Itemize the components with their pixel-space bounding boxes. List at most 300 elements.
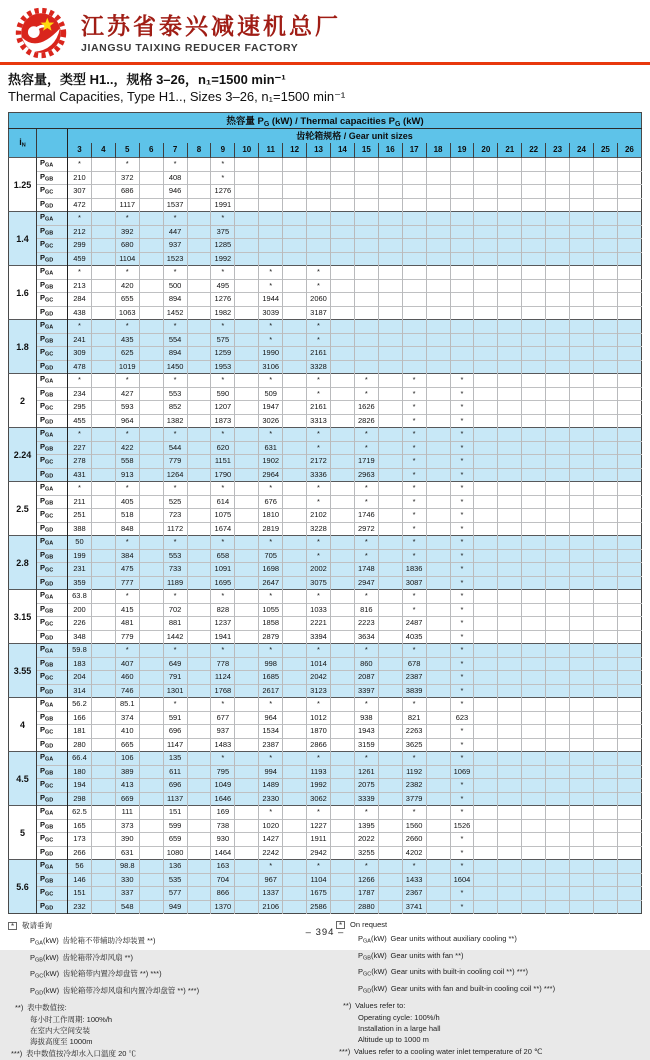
value-cell [283,536,307,550]
value-cell [187,158,211,172]
value-cell [187,482,211,496]
value-cell [187,846,211,860]
value-cell [235,198,259,212]
value-cell: 408 [163,171,187,185]
value-cell: * [402,549,426,563]
value-cell [235,171,259,185]
value-cell: 631 [115,846,139,860]
value-cell: * [450,792,474,806]
value-cell [570,860,594,874]
value-cell [139,900,163,914]
value-cell [522,765,546,779]
value-cell [235,239,259,253]
value-cell: 435 [115,333,139,347]
value-cell: 1104 [115,252,139,266]
value-cell [235,509,259,523]
value-cell: 166 [68,711,92,725]
value-cell [617,819,641,833]
value-cell [235,603,259,617]
value-cell [378,495,402,509]
value-cell [91,185,115,199]
value-cell: 1698 [259,563,283,577]
table-row [9,212,642,226]
ratio-cell: 4 [9,698,37,752]
value-cell [498,252,522,266]
value-cell [617,374,641,388]
value-cell [91,455,115,469]
value-cell: * [163,644,187,658]
table-row [9,320,642,334]
value-cell [426,293,450,307]
value-cell [330,266,354,280]
table-header [9,113,642,158]
table-row [9,833,642,847]
value-cell [593,765,617,779]
value-cell: 614 [211,495,235,509]
value-cell [330,563,354,577]
value-cell: 3159 [354,738,378,752]
value-cell: 3336 [307,468,331,482]
value-cell [570,252,594,266]
value-cell [330,900,354,914]
value-cell [283,401,307,415]
value-cell: 655 [115,293,139,307]
value-cell: * [211,212,235,226]
value-cell: 894 [163,293,187,307]
value-cell [474,819,498,833]
value-cell [378,198,402,212]
value-cell [522,482,546,496]
value-cell [283,576,307,590]
value-cell: * [307,698,331,712]
table-row [9,752,642,766]
size-column-header: 9 [211,143,235,158]
value-cell: 702 [163,603,187,617]
value-cell: * [402,644,426,658]
value-cell [283,252,307,266]
value-cell [187,509,211,523]
value-cell: 1953 [211,360,235,374]
size-column-header: 15 [354,143,378,158]
value-cell [474,212,498,226]
value-cell: 1080 [163,846,187,860]
value-cell [235,306,259,320]
value-cell [330,671,354,685]
value-cell [283,698,307,712]
value-cell: 1337 [259,887,283,901]
value-cell [570,617,594,631]
value-cell [139,414,163,428]
value-cell: 1433 [402,873,426,887]
value-cell [139,860,163,874]
value-cell [283,833,307,847]
value-cell [593,482,617,496]
ratio-column-header: iN [9,129,37,158]
value-cell [139,495,163,509]
value-cell [91,212,115,226]
value-cell [235,833,259,847]
pg-row-label: $P_{GC}$ [37,671,68,685]
value-cell: * [450,482,474,496]
value-cell [546,320,570,334]
value-cell [283,725,307,739]
value-cell [235,657,259,671]
value-cell: * [115,158,139,172]
value-cell [330,374,354,388]
value-cell [498,414,522,428]
value-cell [546,495,570,509]
value-cell: * [450,833,474,847]
value-cell [570,495,594,509]
value-cell [546,306,570,320]
value-cell: 1104 [307,873,331,887]
value-cell: * [307,320,331,334]
value-cell [474,360,498,374]
value-cell [522,401,546,415]
value-cell [235,860,259,874]
value-cell [617,225,641,239]
value-cell [283,873,307,887]
value-cell: 151 [163,806,187,820]
value-cell: 459 [68,252,92,266]
value-cell [402,252,426,266]
value-cell [522,752,546,766]
pg-row-label: $P_{GD}$ [37,198,68,212]
value-cell [522,171,546,185]
value-cell [91,225,115,239]
pg-row-label: $P_{GA}$ [37,698,68,712]
value-cell [570,279,594,293]
value-cell: 2387 [259,738,283,752]
value-cell [91,158,115,172]
value-cell [426,185,450,199]
value-cell [91,536,115,550]
value-cell [570,887,594,901]
table-row [9,630,642,644]
pg-definition-line: $P_{GA}(kW)$ 齿轮箱不带辅助冷却装置 **) [30,936,156,947]
value-cell: * [307,387,331,401]
value-cell [235,752,259,766]
value-cell [546,806,570,820]
factory-logo-icon [14,6,68,60]
value-cell: 2102 [307,509,331,523]
value-cell [330,684,354,698]
value-cell [593,306,617,320]
value-cell [187,468,211,482]
value-cell [91,414,115,428]
page-title-en: Thermal Capacities, Type H1.., Sizes 3–26, n₁=1500 min⁻¹ [8,89,346,104]
value-cell: * [450,549,474,563]
value-cell: * [402,428,426,442]
value-cell [617,644,641,658]
value-cell [522,198,546,212]
value-cell [426,536,450,550]
value-cell: 2221 [307,617,331,631]
value-cell [91,806,115,820]
value-cell [474,617,498,631]
value-cell [235,779,259,793]
value-cell: 3741 [402,900,426,914]
value-cell: 1944 [259,293,283,307]
value-cell [235,617,259,631]
value-cell [330,401,354,415]
value-cell [522,819,546,833]
note-ref2-head: **) 表中数值按: [15,1003,67,1012]
value-cell: 1069 [450,765,474,779]
page-header [0,0,650,62]
value-cell [570,185,594,199]
value-cell: 431 [68,468,92,482]
value-cell: 2617 [259,684,283,698]
value-cell [91,873,115,887]
value-cell: 50 [68,536,92,550]
value-cell [426,158,450,172]
value-cell: * [354,590,378,604]
value-cell [570,765,594,779]
value-cell: * [307,860,331,874]
table-row [9,617,642,631]
value-cell [522,576,546,590]
value-cell [426,590,450,604]
value-cell [426,279,450,293]
value-cell [330,293,354,307]
value-cell [617,293,641,307]
value-cell [498,441,522,455]
value-cell: 860 [354,657,378,671]
value-cell [91,495,115,509]
value-cell [546,455,570,469]
value-cell [330,495,354,509]
table-row [9,738,642,752]
value-cell [498,293,522,307]
value-cell: 779 [163,455,187,469]
value-cell: 388 [68,522,92,536]
value-cell [139,468,163,482]
value-cell [354,252,378,266]
value-cell: * [450,657,474,671]
value-cell [546,792,570,806]
value-cell [570,806,594,820]
value-cell: 553 [163,549,187,563]
value-cell: 66.4 [68,752,92,766]
value-cell [593,266,617,280]
value-cell [474,441,498,455]
value-cell: * [211,374,235,388]
value-cell: 4202 [402,846,426,860]
value-cell [139,887,163,901]
value-cell [617,171,641,185]
table-row [9,792,642,806]
value-cell: * [163,266,187,280]
value-cell [91,698,115,712]
value-cell [617,698,641,712]
value-cell [617,266,641,280]
value-cell [235,360,259,374]
value-cell [474,414,498,428]
value-cell [283,657,307,671]
table-row [9,657,642,671]
value-cell: 2826 [354,414,378,428]
value-cell [187,738,211,752]
value-cell [139,522,163,536]
value-cell [617,765,641,779]
value-cell: 3228 [307,522,331,536]
value-cell [522,347,546,361]
value-cell: 392 [115,225,139,239]
value-cell [450,225,474,239]
value-cell [593,738,617,752]
value-cell [91,360,115,374]
value-cell [187,900,211,914]
value-cell: 696 [163,725,187,739]
value-cell [546,387,570,401]
value-cell [546,333,570,347]
value-cell [354,279,378,293]
value-cell [378,590,402,604]
value-cell [617,185,641,199]
value-cell [139,846,163,860]
value-cell [139,347,163,361]
value-cell: * [307,806,331,820]
table-row [9,522,642,536]
value-cell [498,266,522,280]
company-name-zh: 江苏省泰兴减速机总厂 [81,12,341,39]
value-cell [522,374,546,388]
value-cell [139,617,163,631]
value-cell: 704 [211,873,235,887]
value-cell [187,333,211,347]
value-cell [546,819,570,833]
value-cell [283,387,307,401]
value-cell [570,752,594,766]
value-cell [402,279,426,293]
pg-row-label: $P_{GD}$ [37,468,68,482]
pg-row-label: $P_{GC}$ [37,509,68,523]
ratio-cell: 4.5 [9,752,37,806]
value-cell [593,468,617,482]
value-cell [187,590,211,604]
value-cell [474,320,498,334]
value-cell [474,738,498,752]
value-cell [474,833,498,847]
value-cell [593,900,617,914]
value-cell: 2647 [259,576,283,590]
value-cell: 669 [115,792,139,806]
gear-sizes-header: 齿轮箱规格 / Gear unit sizes [68,129,642,143]
value-cell [522,698,546,712]
value-cell [522,563,546,577]
value-cell: 106 [115,752,139,766]
value-cell [617,779,641,793]
value-cell: 535 [163,873,187,887]
value-cell: * [163,212,187,226]
value-cell: * [450,401,474,415]
value-cell: 3634 [354,630,378,644]
table-row [9,441,642,455]
table-row [9,684,642,698]
note-ref2-line: Altitude up to 1000 m [358,1035,429,1044]
value-cell [593,617,617,631]
value-cell: 733 [163,563,187,577]
value-cell [474,563,498,577]
value-cell [426,576,450,590]
value-cell: 1941 [211,630,235,644]
value-cell [330,198,354,212]
table-row [9,725,642,739]
value-cell: 1537 [163,198,187,212]
value-cell [617,441,641,455]
value-cell: 2367 [402,887,426,901]
value-cell: 611 [163,765,187,779]
value-cell [617,198,641,212]
value-cell [617,549,641,563]
value-cell: * [354,495,378,509]
value-cell: 3026 [259,414,283,428]
value-cell: 3313 [307,414,331,428]
value-cell [426,833,450,847]
value-cell [546,185,570,199]
value-cell [522,657,546,671]
ratio-cell: 2 [9,374,37,428]
value-cell [570,293,594,307]
value-cell: 1259 [211,347,235,361]
table-row [9,873,642,887]
value-cell: 623 [450,711,474,725]
value-cell: 422 [115,441,139,455]
value-cell: * [450,522,474,536]
value-cell: 676 [259,495,283,509]
table-row [9,887,642,901]
table-row [9,779,642,793]
value-cell [91,900,115,914]
value-cell [187,522,211,536]
value-cell [593,536,617,550]
value-cell [235,806,259,820]
value-cell: 2947 [354,576,378,590]
value-cell: 1019 [115,360,139,374]
value-cell [426,252,450,266]
value-cell: * [68,374,92,388]
value-cell [91,779,115,793]
value-cell: * [115,266,139,280]
value-cell [378,860,402,874]
value-cell: 389 [115,765,139,779]
value-cell: * [354,860,378,874]
value-cell [283,522,307,536]
value-cell: 1464 [211,846,235,860]
value-cell [498,779,522,793]
value-cell [330,252,354,266]
value-cell [139,482,163,496]
value-cell [139,725,163,739]
value-cell [402,158,426,172]
value-cell [498,374,522,388]
value-cell: 183 [68,657,92,671]
value-cell: 828 [211,603,235,617]
value-cell: * [259,752,283,766]
pg-row-label: $P_{GB}$ [37,603,68,617]
value-cell [330,522,354,536]
value-cell: 1276 [211,293,235,307]
value-cell: * [163,482,187,496]
value-cell [378,576,402,590]
pg-row-label: $P_{GD}$ [37,738,68,752]
value-cell [187,752,211,766]
value-cell: 3106 [259,360,283,374]
value-cell [617,657,641,671]
value-cell [330,590,354,604]
value-cell [546,414,570,428]
